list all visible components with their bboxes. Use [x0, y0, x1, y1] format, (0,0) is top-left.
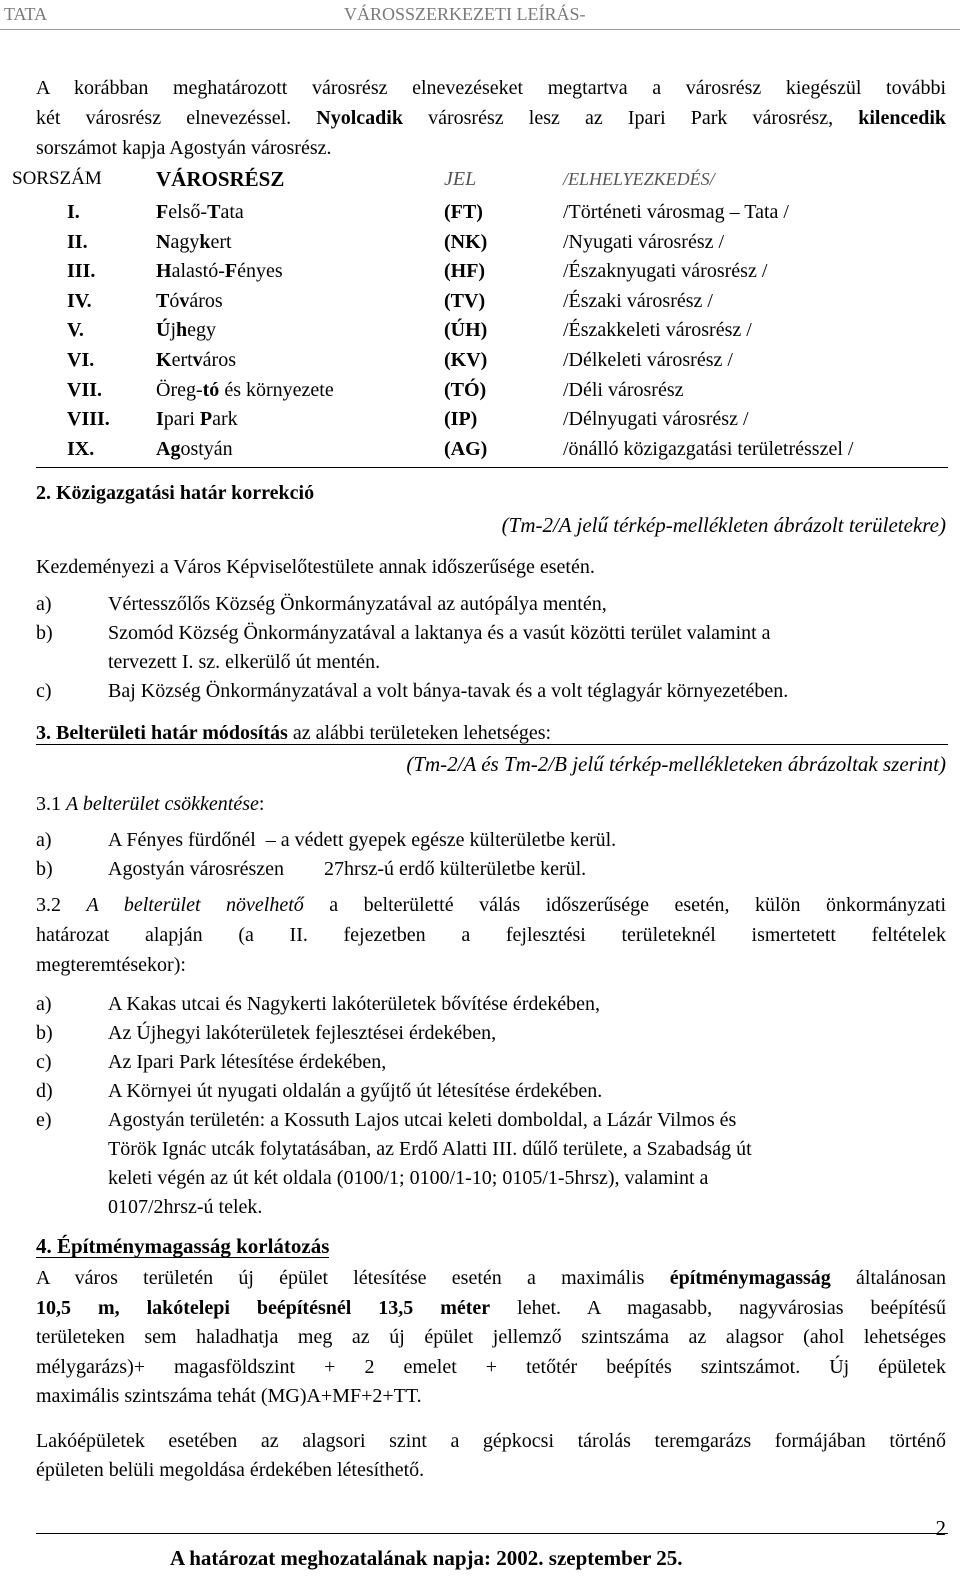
intro-line-2: két városrész elnevezéssel. Nyolcadik városrész lesz az Ipari Park városrész, kilencedik: [36, 107, 946, 129]
district-location: /Délnyugati városrész /: [563, 408, 749, 430]
list-item-continuation: tervezett I. sz. elkerülő út mentén.: [108, 651, 381, 673]
list-item: Agostyán városrészen 27hrsz-ú erdő külterületbe kerül.: [108, 858, 587, 880]
district-num: V.: [67, 319, 84, 341]
district-name: Ipari Park: [156, 408, 238, 430]
list-item: Az Újhegyi lakóterületek fejlesztései érdekében,: [108, 1022, 497, 1044]
district-code: (TÓ): [444, 379, 487, 401]
list-item: Az Ipari Park létesítése érdekében,: [108, 1051, 387, 1073]
list-label: a): [36, 993, 52, 1015]
intro-line-1: A korábban meghatározott városrész elnevezéseket megtartva a városrész kiegészül további: [36, 77, 946, 99]
district-name: Újhegy: [156, 319, 217, 341]
district-name: Öreg-tó és környezete: [156, 379, 334, 401]
district-code: (NK): [444, 231, 488, 253]
district-location: /Délkeleti városrész /: [563, 349, 733, 371]
list-label: d): [36, 1080, 53, 1102]
district-code: (TV): [444, 290, 486, 312]
district-num: IV.: [67, 290, 92, 312]
section-2-title: 2. Közigazgatási határ korrekció: [36, 482, 315, 504]
list-label: c): [36, 680, 52, 702]
section-4-p1-line-3: területeken sem haladhatja meg az új épület jellemző szintszáma az alagsor (ahol lehetséges: [36, 1326, 946, 1348]
district-num: IX.: [67, 438, 95, 460]
col-header-code: JEL: [444, 168, 477, 190]
district-location: /önálló közigazgatási területrésszel /: [563, 438, 854, 460]
list-item: A Kakas utcai és Nagykerti lakóterületek bővítése érdekében,: [108, 993, 601, 1015]
district-num: VI.: [67, 349, 95, 371]
section-4-p1-line-2: 10,5 m, lakótelepi beépítésnél 13,5 méter lehet. A magasabb, nagyvárosias beépítésű: [36, 1297, 947, 1319]
section-2-intro: Kezdeményezi a Város Képviselőtestülete annak időszerűsége esetén.: [36, 556, 595, 578]
district-location: /Történeti városmag – Tata /: [563, 201, 789, 223]
district-location: /Északkeleti városrész /: [563, 319, 752, 341]
list-label: b): [36, 1022, 53, 1044]
district-code: (AG): [444, 438, 488, 460]
list-item: A Környei út nyugati oldalán a gyűjtő út létesítése érdekében.: [108, 1080, 603, 1102]
section-3-note: (Tm-2/A és Tm-2/B jelű térkép-mellékleteken ábrázoltak szerint): [406, 752, 946, 776]
section-4-p1-line-1: A város területén új épület létesítése esetén a maximális építménymagasság általánosan: [36, 1267, 946, 1289]
section-3-title: 3. Belterületi határ módosítás az alábbi területeken lehetséges:: [36, 722, 552, 744]
district-code: (IP): [444, 408, 478, 430]
col-header-name: VÁROSRÉSZ: [156, 167, 285, 191]
header-title: VÁROSSZERKEZETI LEÍRÁS-: [344, 4, 586, 24]
district-num: III.: [67, 260, 96, 282]
section-3-rule: [36, 744, 948, 745]
section-3-2-line-2: határozat alapján (a II. fejezetben a fejlesztési területeknél ismertetett feltételek: [36, 924, 946, 946]
district-name: Nagykert: [156, 231, 232, 253]
footer-date: A határozat meghozatalának napja: 2002. szeptember 25.: [170, 1546, 683, 1570]
district-location: /Északi városrész /: [563, 290, 713, 312]
col-header-loc: /ELHELYEZKEDÉS/: [563, 169, 715, 189]
list-label: a): [36, 593, 52, 615]
footer-rule: [36, 1533, 948, 1534]
district-name: Felső-Tata: [156, 201, 244, 223]
district-location: /Nyugati városrész /: [563, 231, 725, 253]
district-name: Kertváros: [156, 349, 236, 371]
list-label: b): [36, 858, 53, 880]
section-4-title: 4. Építménymagasság korlátozás: [36, 1234, 330, 1258]
page-number: 2: [935, 1516, 946, 1540]
list-label: e): [36, 1109, 52, 1131]
list-label: b): [36, 622, 53, 644]
list-item: Agostyán területén: a Kossuth Lajos utcai keleti domboldal, a Lázár Vilmos és: [108, 1109, 737, 1131]
district-num: VIII.: [67, 408, 110, 430]
section-4-p1-line-5: maximális szintszáma tehát (MG)A+MF+2+TT.: [36, 1385, 422, 1407]
section-2-note: (Tm-2/A jelű térkép-mellékleten ábrázolt területekre): [501, 513, 946, 537]
section-4-p2-line-1: Lakóépületek esetében az alagsori szint a gépkocsi tárolás teremgarázs formájában történő: [36, 1430, 946, 1452]
district-name: Halastó-Fényes: [156, 260, 283, 282]
section-3-2-line-3: megteremtésekor):: [36, 954, 186, 976]
list-label: c): [36, 1051, 52, 1073]
section-rule: [36, 467, 948, 468]
list-item: Baj Község Önkormányzatával a volt bánya-tavak és a volt téglagyár környezetében.: [108, 680, 789, 702]
section-3-2-line-1: 3.2 A belterület növelhető a belterületté válás időszerűsége esetén, külön önkormányzati: [36, 894, 946, 916]
district-code: (HF): [444, 260, 486, 282]
district-code: (FT): [444, 201, 483, 223]
list-label: a): [36, 829, 52, 851]
list-item-continuation: Török Ignác utcák folytatásában, az Erdő Alatti III. dűlő területe, a Szabadság út: [108, 1138, 752, 1160]
col-header-num: SORSZÁM: [12, 168, 102, 189]
section-4-p1-line-4: mélygarázs)+ magasföldszint + 2 emelet + tetőtér beépítés szintszámot. Új épületek: [36, 1356, 946, 1378]
list-item-continuation: keleti végén az út két oldala (0100/1; 0100/1-10; 0105/1-5hrsz), valamint a: [108, 1167, 709, 1189]
district-name: Tóváros: [156, 290, 223, 312]
district-location: /Északnyugati városrész /: [563, 260, 768, 282]
list-item: Szomód Község Önkormányzatával a laktanya és a vasút közötti terület valamint a: [108, 622, 771, 644]
district-location: /Déli városrész: [563, 379, 684, 401]
intro-line-3: sorszámot kapja Agostyán városrész.: [36, 137, 332, 159]
district-name: Agostyán: [156, 438, 233, 460]
header-left: TATA: [4, 4, 48, 24]
list-item: Vértesszőlős Község Önkormányzatával az autópálya mentén,: [108, 593, 607, 615]
district-num: VII.: [67, 379, 103, 401]
list-item: A Fényes fürdőnél – a védett gyepek egésze külterületbe kerül.: [108, 829, 617, 851]
district-num: I.: [67, 201, 80, 223]
district-num: II.: [67, 231, 88, 253]
header-rule: [0, 29, 960, 30]
district-code: (KV): [444, 349, 488, 371]
list-item-continuation: 0107/2hrsz-ú telek.: [108, 1196, 263, 1218]
section-4-p2-line-2: épületen belüli megoldása érdekében létesíthető.: [36, 1459, 425, 1481]
district-code: (ÚH): [444, 319, 488, 341]
section-3-1-title: 3.1 A belterület csökkentése:: [36, 793, 265, 815]
